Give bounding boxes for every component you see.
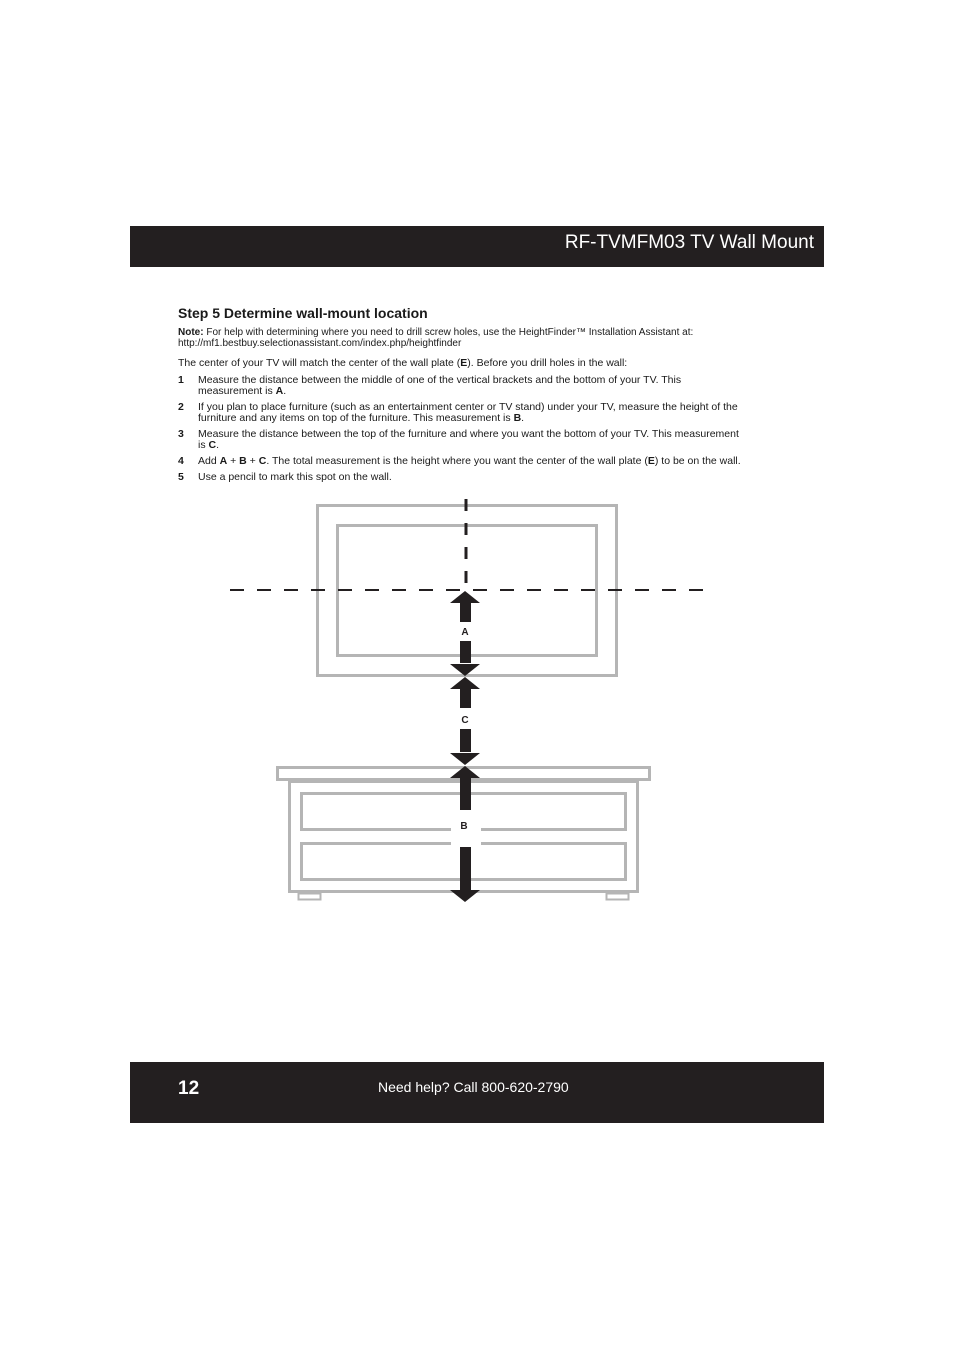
step-number: 3 (178, 428, 184, 440)
step-text (198, 472, 778, 483)
leg-left (299, 894, 321, 900)
header-bar (130, 226, 824, 267)
instruction-step (178, 402, 778, 424)
step-text-part: + (227, 455, 240, 467)
step-number: 5 (178, 471, 184, 483)
step-text-part: + (246, 455, 259, 467)
instruction-step (178, 456, 778, 467)
step-text-part: Measure the distance between the top of the furniture and where you want the bottom of your TV. This measurement is (198, 428, 739, 451)
step-text-part: . (521, 412, 525, 424)
step-number: 2 (178, 401, 184, 413)
step-text-part: Use a pencil to mark this spot on the wall. (198, 471, 392, 483)
step-title: Step 5 Determine wall-mount location (178, 305, 428, 321)
label-a: A (461, 627, 469, 638)
page-number: 12 (178, 1078, 200, 1099)
step-text-bold: C (208, 439, 217, 451)
label-c: C (461, 715, 469, 726)
footer-bar (130, 1062, 824, 1123)
help-phone-text: Need help? Call 800-620-2790 (378, 1079, 569, 1095)
step-text-bold: A (275, 385, 284, 397)
note-text: For help with determining where you need to drill screw holes, use the HeightFinder™ Installation Assistant at: http://mf1.bestbuy.selectionassistant.com/index.php/heightfinder (178, 327, 694, 349)
instruction-step (178, 429, 778, 451)
instruction-list (178, 375, 778, 483)
step-text (198, 375, 778, 397)
step-text-part: If you plan to place furniture (such as an entertainment center or TV stand) under your TV, measure the height of the furniture and any items on top of the furniture. This measurement is (198, 401, 738, 424)
step-number: 4 (178, 455, 184, 467)
step-section (178, 305, 778, 488)
leg-right (607, 894, 629, 900)
step-text-bold: E (647, 455, 655, 467)
instruction-step (178, 472, 778, 483)
note (178, 327, 778, 349)
step-text-bold: B (239, 455, 247, 467)
step-text-part: . (216, 439, 220, 451)
intro-bold: E (460, 357, 468, 369)
step-text-part: . The total measurement is the height where you want the center of the wall plate ( (266, 455, 648, 467)
step-text (198, 429, 778, 451)
step-text-part: Measure the distance between the middle of one of the vertical brackets and the bottom of your TV. This measurement is (198, 374, 682, 397)
intro-before: The center of your TV will match the center of the wall plate ( (178, 357, 461, 369)
step-text-bold: C (258, 455, 267, 467)
step-text (198, 456, 778, 467)
step-text-bold: B (513, 412, 522, 424)
note-label: Note: (178, 327, 204, 338)
step-text-bold: A (219, 455, 228, 467)
document-title: RF-TVMFM03 TV Wall Mount (564, 232, 814, 253)
label-b: B (460, 821, 468, 832)
intro-text (178, 357, 778, 369)
step-text (198, 402, 778, 424)
step-text-part: ) to be on the wall. (654, 455, 741, 467)
step-text-part: . (283, 385, 287, 397)
step-number: 1 (178, 374, 184, 386)
intro-after: ). Before you drill holes in the wall: (467, 357, 628, 369)
instruction-step (178, 375, 778, 397)
step-text-part: Add (198, 455, 220, 467)
wall-mount-diagram (220, 495, 720, 910)
